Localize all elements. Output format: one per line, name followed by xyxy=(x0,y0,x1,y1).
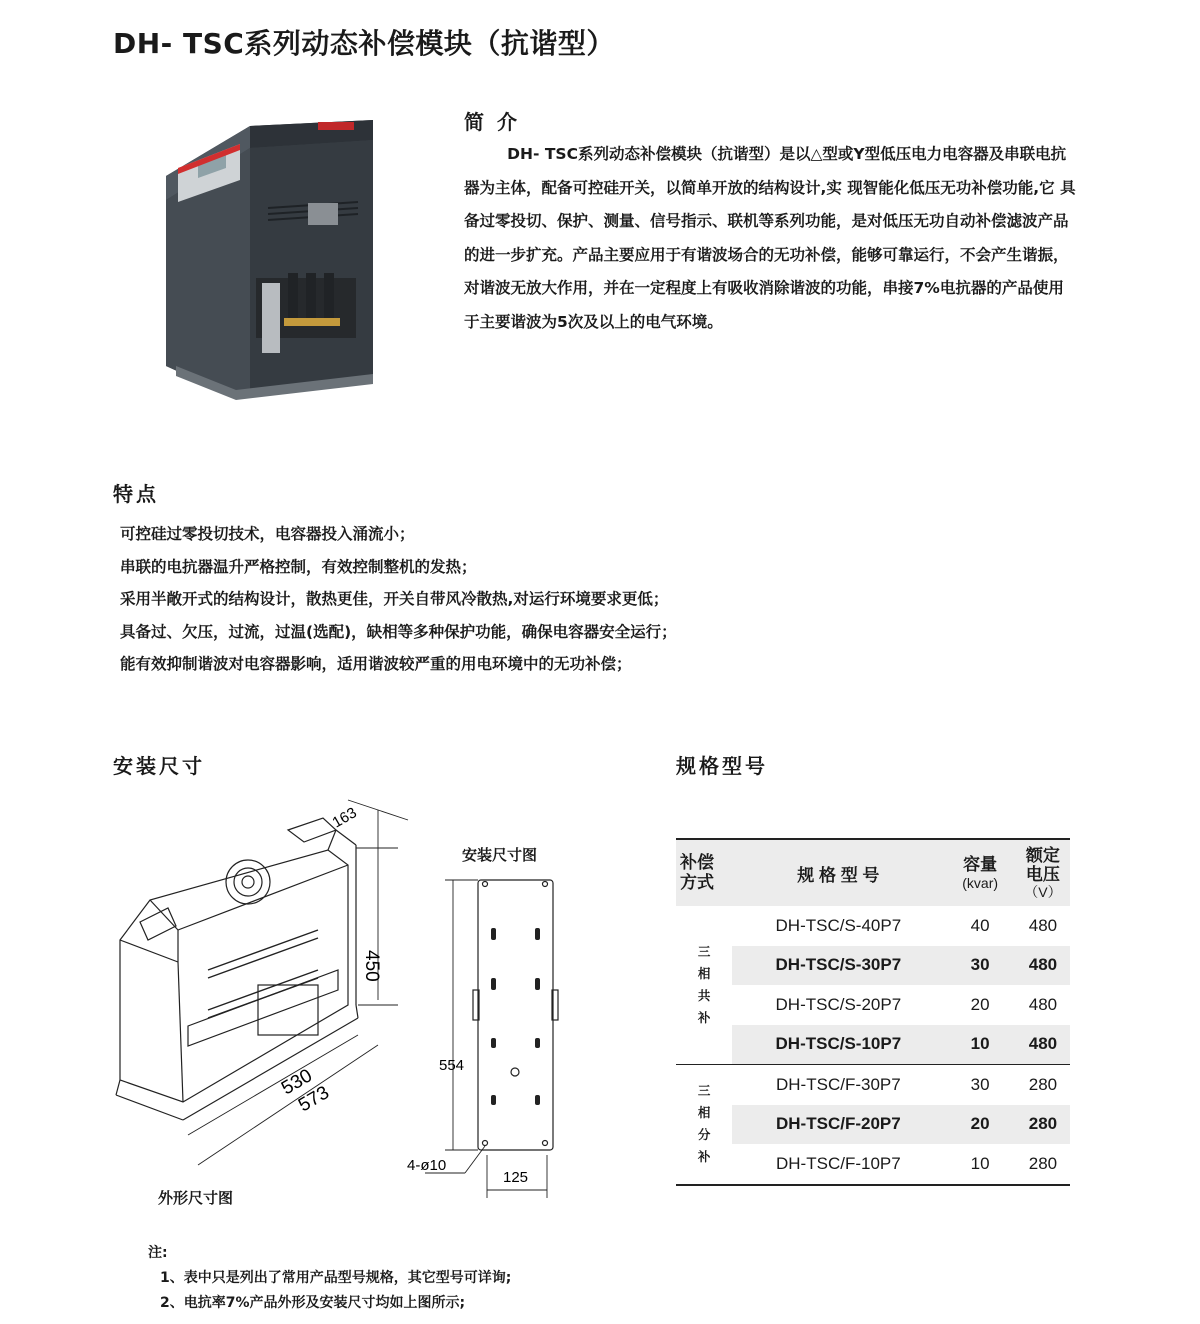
intro-paragraph xyxy=(464,138,1076,339)
spec-heading: 规格型号 xyxy=(676,754,768,778)
dim-mount-width: 125 xyxy=(503,1169,529,1186)
feature-item: 串联的电抗器温升严格控制，有效控制整机的发热； xyxy=(120,557,477,576)
outline-drawing xyxy=(108,790,428,1190)
intro-text: DH- TSC系列动态补偿模块（抗谐型）是以△型或Y型低压电力电容器及串联电抗器为主体，配备可控硅开关，以简单开放的结构设计,实 现智能化低压无功补偿功能,它 具备过零投切、保护、测量、信号指示、联机等系列功能，是对低压无功自动补偿滤波产品的进一步扩充。产品主要应用于有谐波场合的无功补偿，能够可靠运行，不会产生谐振，对谐波无放大作用，并在一定程度上有吸收消除谐波的功能，串接7%电抗器的产品使用于主要谐波为5次及以上的电气环境。 xyxy=(464,145,1076,331)
table-row: 三相分补 DH-TSC/F-30P7 30 280 xyxy=(676,1065,1070,1105)
col-comp: 补偿 方式 xyxy=(676,839,732,906)
table-row: DH-TSC/S-20P7 20 480 xyxy=(775,994,1058,1014)
intro-heading: 简 介 xyxy=(464,110,520,134)
dim-height: 450 xyxy=(361,950,382,982)
product-photo xyxy=(158,108,378,408)
features-list xyxy=(120,518,677,681)
mount-caption: 安装尺寸图 xyxy=(462,846,538,864)
dim-depth-top: 163 xyxy=(329,804,360,832)
table-row: 三相共补 DH-TSC/S-40P7 40 480 xyxy=(676,906,1070,946)
group-label: 三相共补 xyxy=(697,945,711,1025)
outline-caption: 外形尺寸图 xyxy=(158,1189,234,1207)
feature-item: 采用半敞开式的结构设计，散热更佳，开关自带风冷散热,对运行环境要求更低； xyxy=(120,590,669,608)
spec-table xyxy=(676,838,1070,1186)
table-row: DH-TSC/S-10P7 10 480 xyxy=(676,1025,1070,1065)
mount-drawing xyxy=(405,870,590,1205)
feature-item: 可控硅过零投切技术，电容器投入涌流小； xyxy=(120,525,415,543)
dim-width-inner: 530 xyxy=(278,1065,316,1100)
dim-holes: 4-ø10 xyxy=(407,1157,447,1174)
table-row: DH-TSC/S-30P7 30 480 xyxy=(676,946,1070,986)
notes-heading: 注: xyxy=(148,1245,168,1261)
table-row: DH-TSC/F-10P7 10 280 xyxy=(676,1144,1070,1185)
dim-mount-height: 554 xyxy=(439,1057,465,1074)
spec-header-row xyxy=(676,839,1070,906)
features-heading: 特点 xyxy=(113,482,159,506)
col-capacity: 容量 (kvar) xyxy=(944,839,1015,906)
feature-item: 能有效抑制谐波对电容器影响，适用谐波较严重的用电环境中的无功补偿； xyxy=(120,655,632,673)
page-title: DH- TSC系列动态补偿模块（抗谐型） xyxy=(113,27,615,60)
feature-item: 具备过、欠压，过流，过温(选配)，缺相等多种保护功能，确保电容器安全运行； xyxy=(120,622,677,641)
col-voltage: 额定 电压 （V） xyxy=(1016,839,1070,906)
group-label: 三相分补 xyxy=(676,1065,732,1185)
col-model: 规 格 型 号 xyxy=(732,839,944,906)
table-row: DH-TSC/F-20P7 20 280 xyxy=(676,1105,1070,1145)
dim-width-outer: 573 xyxy=(295,1082,333,1117)
notes xyxy=(148,1241,511,1316)
note-item: 1、表中只是列出了常用产品型号规格，其它型号可详询; xyxy=(160,1270,512,1286)
note-item: 2、电抗率7%产品外形及安装尺寸均如上图所示; xyxy=(160,1295,466,1311)
install-heading: 安装尺寸 xyxy=(113,754,205,778)
